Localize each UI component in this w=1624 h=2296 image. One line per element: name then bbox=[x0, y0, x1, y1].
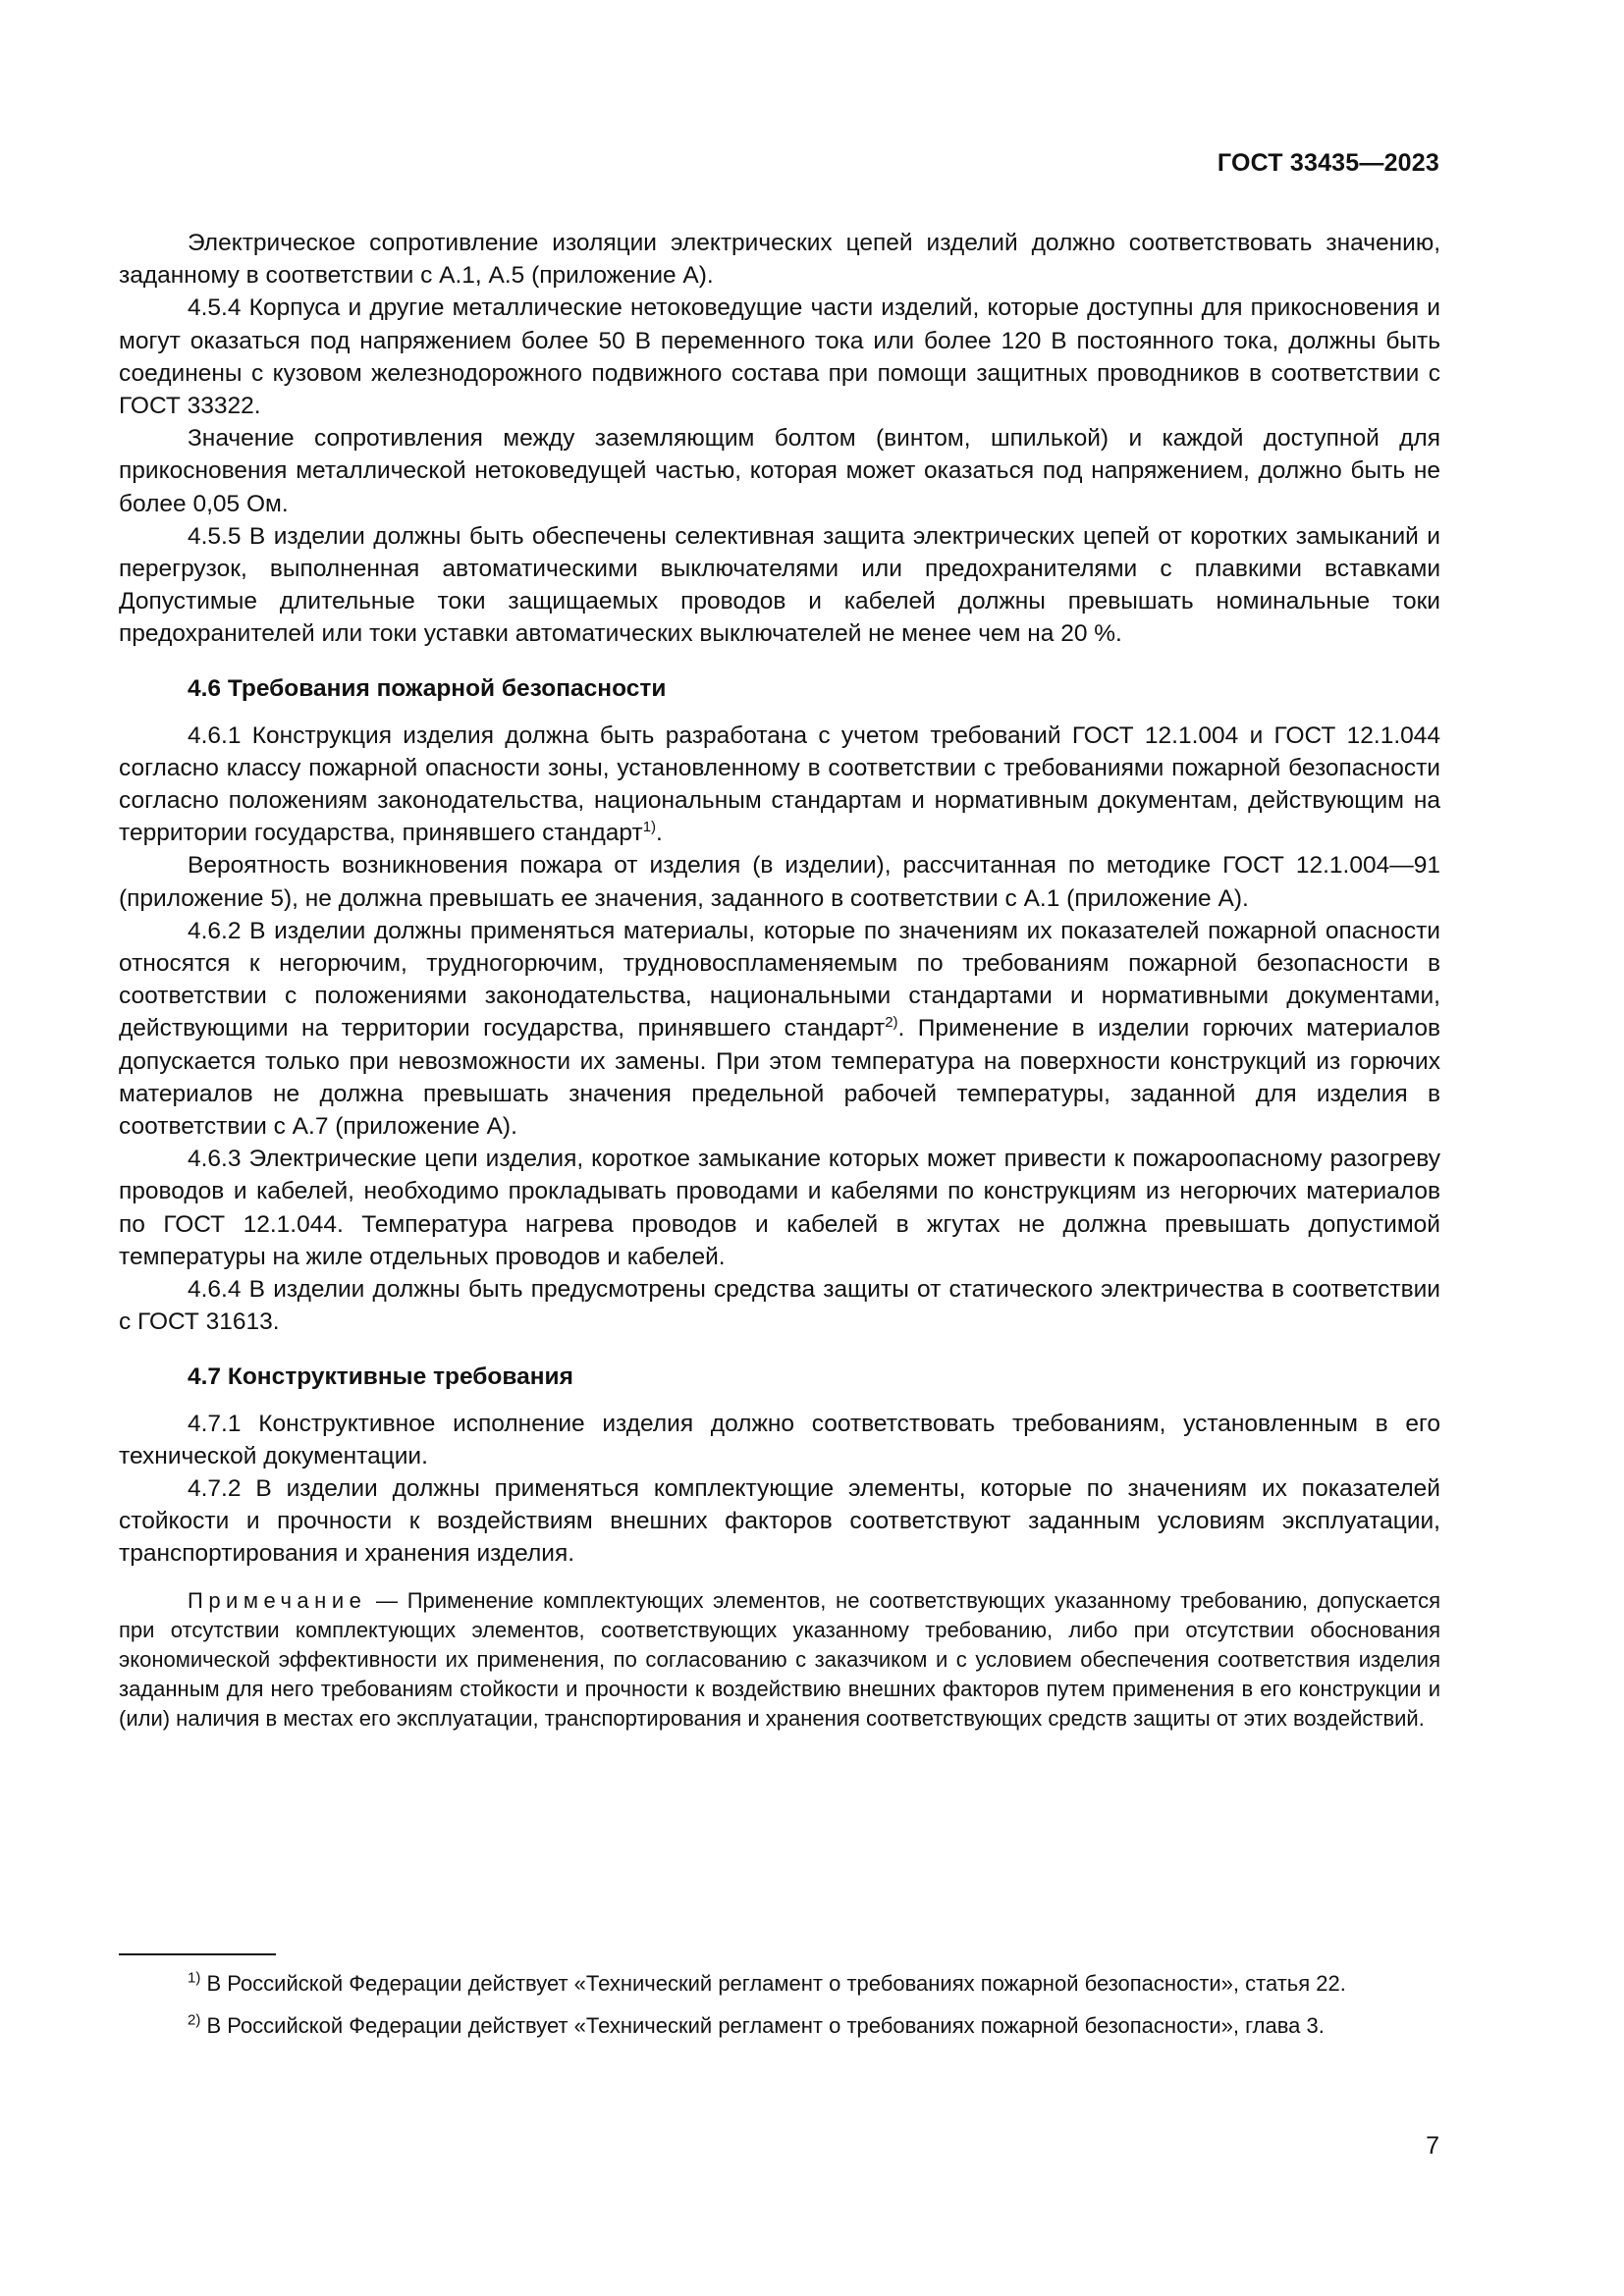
footnotes bbox=[119, 1968, 1440, 2053]
footnote-1 bbox=[119, 1968, 1440, 1999]
footnote-divider bbox=[119, 1953, 276, 1955]
paragraph-4-6-1-end: . bbox=[656, 820, 663, 847]
footnote-1-mark: 1) bbox=[188, 1969, 201, 1987]
paragraph-4-5-4: 4.5.4 Корпуса и другие металлические нетоковедущие части изделий, которые доступны для прикосновения и могут оказаться под напряжением более 50 В переменного тока или более 120 В постоянного тока, должны быть соединены с кузовом железнодорожного подвижного состава при помощи защитных проводников в соответствии с ГОСТ 33322. bbox=[119, 294, 1440, 420]
page-number: 7 bbox=[1426, 2132, 1439, 2160]
paragraph-4-6-4: 4.6.4 В изделии должны быть предусмотрены средства защиты от статического электричества в соответствии с ГОСТ 31613. bbox=[119, 1276, 1440, 1336]
paragraph-4-6-2-text: 4.6.2 В изделии должны применяться материалы, которые по значениям их показателей пожарной опасности относятся к негорючим, трудногорючим, трудновоспламеняемым по требованиям пожарной безопасности в соответствии с положениями законодательства, национальными стандартами и нормативными документами, действующими на территории государства, принявшего стандарт bbox=[119, 917, 1440, 1042]
paragraph-4-7-1: 4.7.1 Конструктивное исполнение изделия должно соответствовать требованиям, установленным в его технической документации. bbox=[119, 1410, 1440, 1469]
footnote-2 bbox=[119, 2010, 1440, 2041]
paragraph-4-7-2: 4.7.2 В изделии должны применяться комплектующие элементы, которые по значениям их показателей стойкости и прочности к воздействиям внешних факторов соответствуют заданным условиям эксплуатации, транспортирования и хранения изделия. bbox=[119, 1474, 1440, 1568]
paragraph-4-6-2-rest: . Применение в изделии горючих материалов допускается только при невозможности их замены. При этом температура на поверхности конструкций из горючих материалов не должна превышать значения предельной рабочей температуры, заданной для изделия в соответствии с А.7 (приложение А). bbox=[119, 1015, 1440, 1141]
body-text bbox=[119, 227, 1440, 1734]
paragraph-4-6-3: 4.6.3 Электрические цепи изделия, короткое замыкание которых может привести к пожароопасному разогреву проводов и кабелей, необходимо прокладывать проводами и кабелями по конструкциям из негорючих материалов по ГОСТ 12.1.044. Температура нагрева проводов и кабелей в жгутах не должна превышать допустимой температуры на жиле отдельных проводов и кабелей. bbox=[119, 1146, 1440, 1270]
footnote-ref-2[interactable]: 2) bbox=[885, 1014, 898, 1032]
paragraph-fire-probability: Вероятность возникновения пожара от изделия (в изделии), рассчитанная по методике ГОСТ 12.1.004—91 (приложение 5), не должна превышать ее значения, заданного в соответствии с А.1 (приложение А). bbox=[119, 852, 1440, 912]
note-paragraph bbox=[119, 1586, 1440, 1734]
note-text: — Применение комплектующих элементов, не соответствующих указанному требованию, допускается при отсутствии комплектующих элементов, соответствующих указанному требованию, либо при отсутствии обоснования экономической эффективности их применения, по согласованию с заказчиком и с условием обеспечения соответствия изделия заданным для него требованиям стойкости и прочности к воздействию внешних факторов путем применения в его конструкции и (или) наличия в местах его эксплуатации, транспортирования и хранения соответствующих средств защиты от этих воздействий. bbox=[119, 1587, 1440, 1731]
section-heading-4-7: 4.7 Конструктивные требования bbox=[188, 1362, 573, 1390]
paragraph-grounding-resistance: Значение сопротивления между заземляющим болтом (винтом, шпилькой) и каждой доступной для прикосновения металлической нетоковедущей частью, которая может оказаться под напряжением, должно быть не более 0,05 Ом. bbox=[119, 425, 1440, 517]
standard-code-header: ГОСТ 33435—2023 bbox=[1217, 149, 1439, 177]
section-heading-4-6: 4.6 Требования пожарной безопасности bbox=[188, 674, 667, 702]
footnote-2-text: В Российской Федерации действует «Технический регламент о требованиях пожарной безопасности», глава 3. bbox=[200, 2013, 1325, 2038]
paragraph-4-6-1 bbox=[119, 720, 1440, 850]
paragraph-4-6-2 bbox=[119, 915, 1440, 1143]
paragraph-4-6-1-text: 4.6.1 Конструкция изделия должна быть разработана с учетом требований ГОСТ 12.1.004 и ГОСТ 12.1.044 согласно классу пожарной опасности зоны, установленному в соответствии с требованиями пожарной безопасности согласно положениям законодательства, национальным стандартам и нормативным документам, действующим на территории государства, принявшего стандарт bbox=[119, 721, 1440, 847]
note-label: Примечание bbox=[188, 1587, 367, 1613]
footnote-2-mark: 2) bbox=[188, 2011, 201, 2029]
paragraph-4-5-5: 4.5.5 В изделии должны быть обеспечены селективная защита электрических цепей от коротких замыканий и перегрузок, выполненная автоматическими выключателями или предохранителями с плавкими вставками Допустимые длительные токи защищаемых проводов и кабелей должны превышать номинальные токи предохранителей или токи уставки автоматических выключателей не менее чем на 20 %. bbox=[119, 522, 1440, 648]
paragraph-insulation-resistance: Электрическое сопротивление изоляции электрических цепей изделий должно соответствовать значению, заданному в соответствии с А.1, А.5 (приложение А). bbox=[119, 230, 1440, 290]
footnote-1-text: В Российской Федерации действует «Технический регламент о требованиях пожарной безопасности», статья 22. bbox=[200, 1971, 1346, 1996]
footnote-ref-1[interactable]: 1) bbox=[642, 819, 657, 836]
